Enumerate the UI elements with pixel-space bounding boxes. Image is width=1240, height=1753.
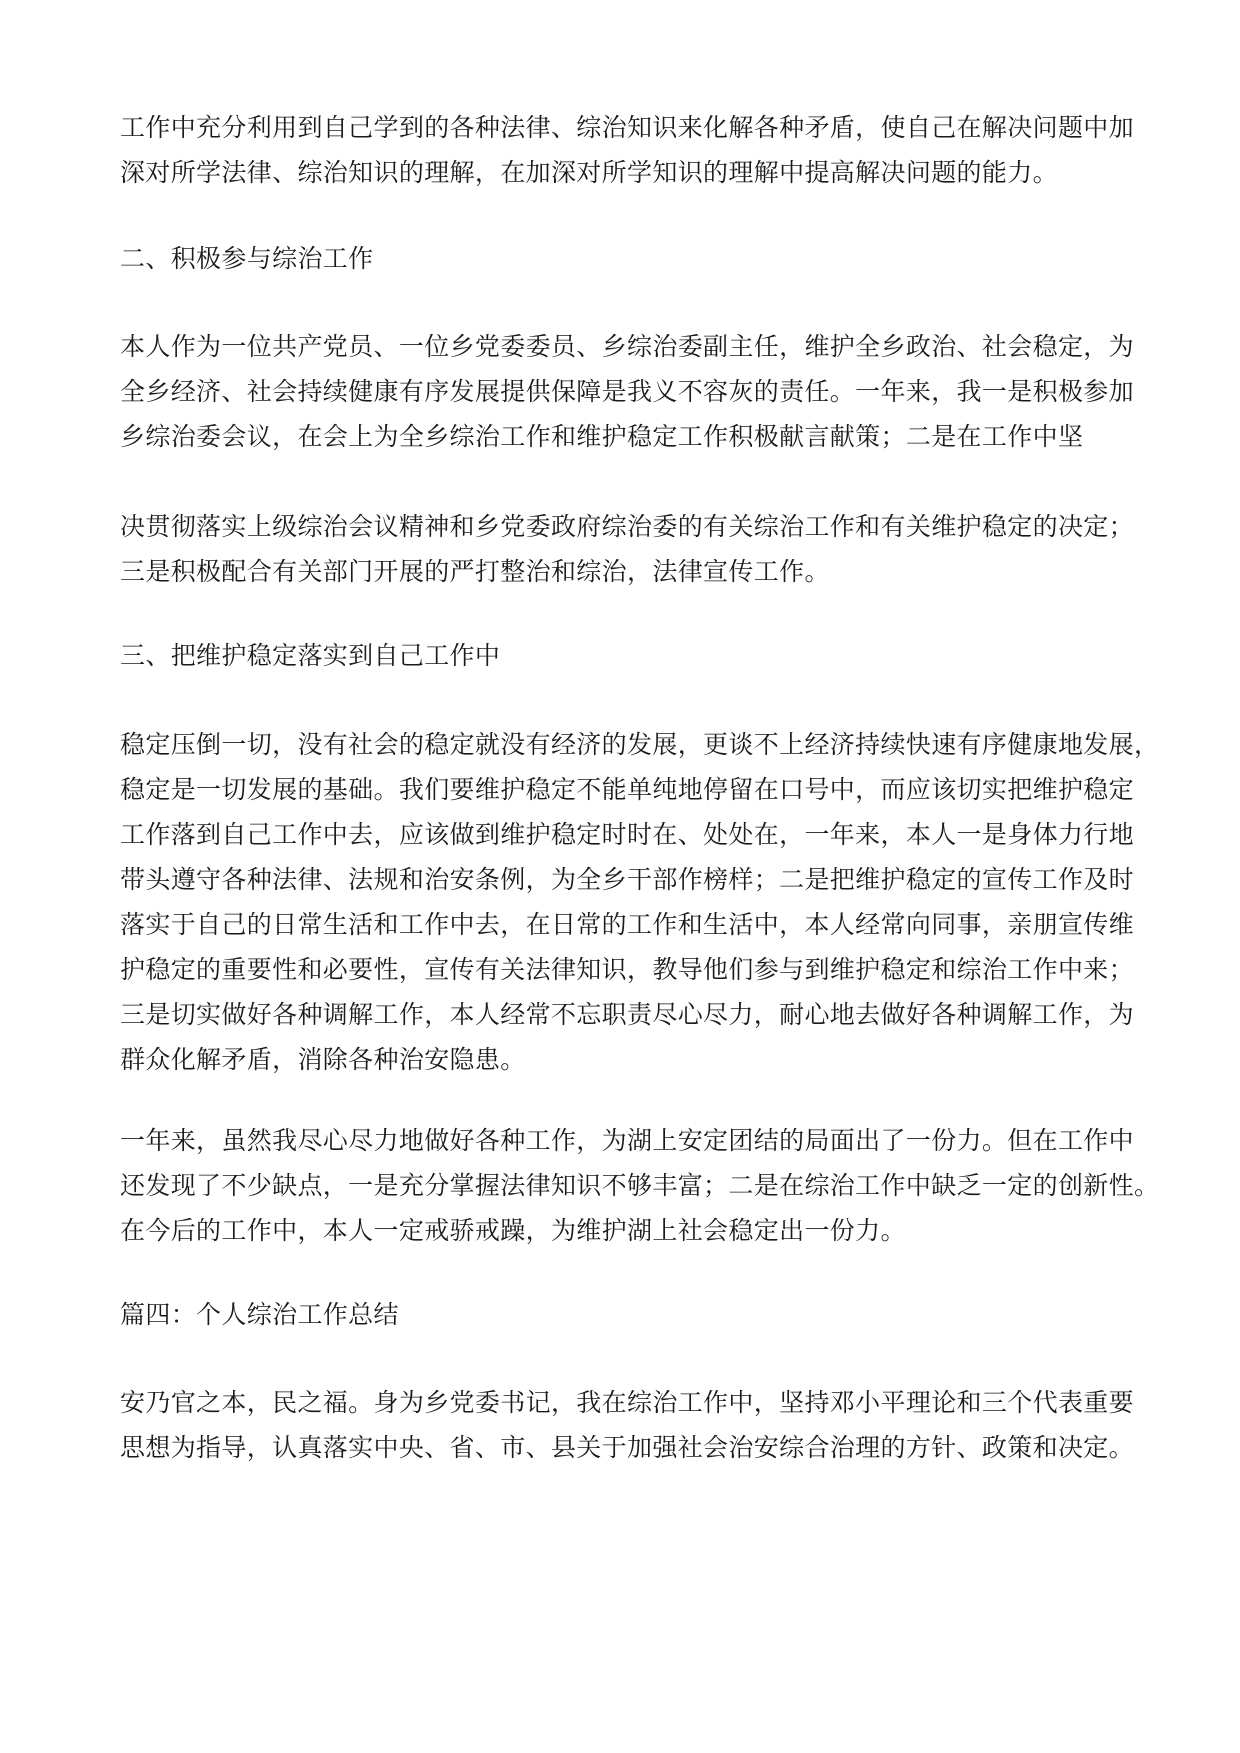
text-line: 深对所学法律、综治知识的理解，在加深对所学知识的理解中提高解决问题的能力。 [120,158,1058,187]
text-line: 工作中充分利用到自己学到的各种法律、综治知识来化解各种矛盾，使自己在解决问题中加 [120,113,1135,142]
paragraph-6 [120,1380,1135,1470]
text-line: 在今后的工作中，本人一定戒骄戒躁，为维护湖上社会稳定出一份力。 [120,1216,906,1245]
text-line: 全乡经济、社会持续健康有序发展提供保障是我义不容灰的责任。一年来，我一是积极参加 [120,377,1135,406]
text-line: 带头遵守各种法律、法规和治安条例，为全乡干部作榜样；二是把维护稳定的宣传工作及时 [120,865,1135,894]
text-line: 决贯彻落实上级综治会议精神和乡党委政府综治委的有关综治工作和有关维护稳定的决定； [120,512,1135,541]
text-line: 护稳定的重要性和必要性，宣传有关法律知识，教导他们参与到维护稳定和综治工作中来； [120,955,1135,984]
text-line: 一年来，虽然我尽心尽力地做好各种工作，为湖上安定团结的局面出了一份力。但在工作中 [120,1126,1135,1155]
text-line: 三是积极配合有关部门开展的严打整治和综治，法律宣传工作。 [120,557,830,586]
text-line: 稳定是一切发展的基础。我们要维护稳定不能单纯地停留在口号中，而应该切实把维护稳定 [120,775,1135,804]
paragraph-2 [120,324,1135,459]
paragraph-3 [120,504,1135,594]
text-line: 还发现了不少缺点，一是充分掌握法律知识不够丰富；二是在综治工作中缺乏一定的创新性。 [120,1171,1160,1200]
section-heading-3 [120,633,1125,678]
text-line: 本人作为一位共产党员、一位乡党委委员、乡综治委副主任，维护全乡政治、社会稳定，为 [120,332,1135,361]
text-line: 落实于自己的日常生活和工作中去，在日常的工作和生活中，本人经常向同事，亲朋宣传维 [120,910,1135,939]
text-line: 工作落到自己工作中去，应该做到维护稳定时时在、处处在，一年来，本人一是身体力行地 [120,820,1135,849]
heading-text: 三、把维护稳定落实到自己工作中 [120,641,501,670]
text-line: 三是切实做好各种调解工作，本人经常不忘职责尽心尽力，耐心地去做好各种调解工作，为 [120,1000,1135,1029]
paragraph-1 [120,105,1135,195]
section-heading-2 [120,236,1125,281]
text-line: 稳定压倒一切，没有社会的稳定就没有经济的发展，更谈不上经济持续快速有序健康地发展， [120,730,1160,759]
paragraph-4 [120,722,1160,1082]
text-line: 思想为指导，认真落实中央、省、市、县关于加强社会治安综合治理的方针、政策和决定。 [120,1433,1135,1462]
paragraph-5 [120,1118,1160,1253]
heading-text: 二、积极参与综治工作 [120,244,374,273]
text-line: 安乃官之本，民之福。身为乡党委书记，我在综治工作中，坚持邓小平理论和三个代表重要 [120,1388,1135,1417]
text-line: 群众化解矛盾，消除各种治安隐患。 [120,1045,526,1074]
heading-text: 篇四：个人综治工作总结 [120,1300,399,1329]
text-line: 乡综治委会议，在会上为全乡综治工作和维护稳定工作积极献言献策；二是在工作中坚 [120,422,1084,451]
section-heading-4 [120,1292,1125,1337]
